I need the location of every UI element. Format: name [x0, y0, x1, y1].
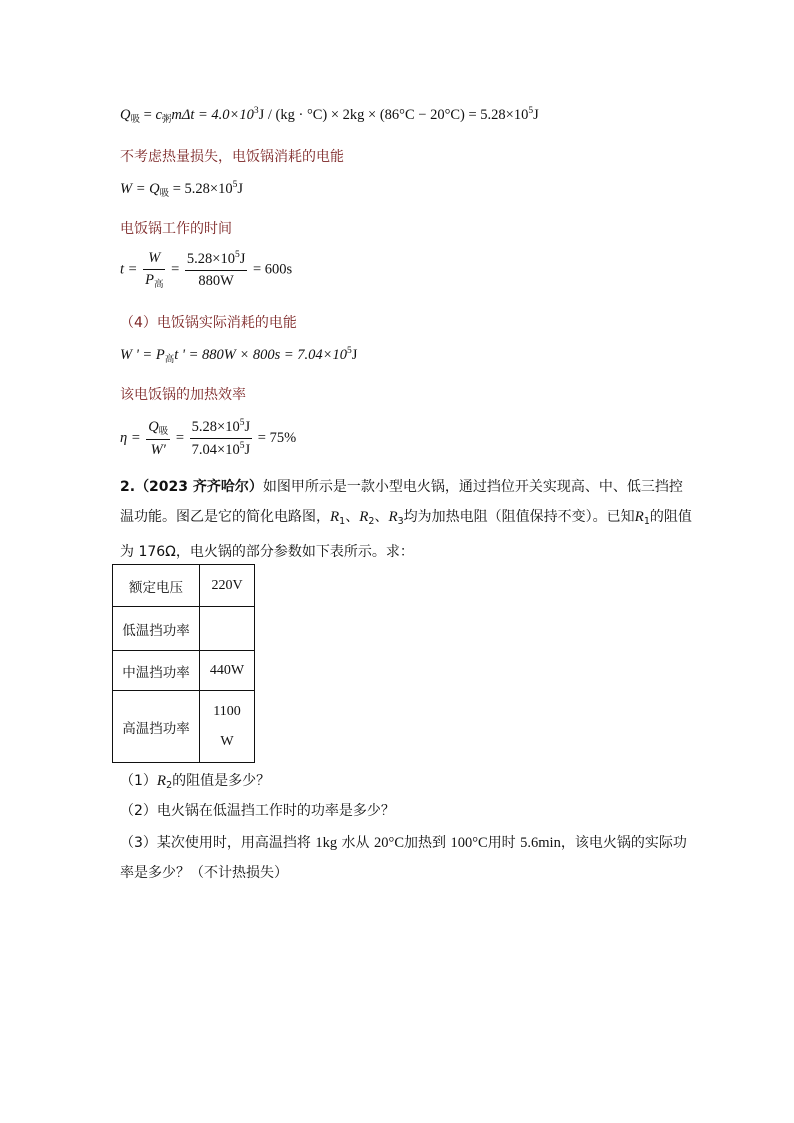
time-equation: t = $\frac{W}{P_高}$ = $\frac{5.28\times 10^5J}{880W}$ = 600s [120, 250, 293, 290]
subscript: 粥 [161, 115, 172, 125]
unit: J [533, 107, 539, 123]
question-text: 水从 [337, 835, 375, 851]
subscript: 高 [153, 280, 164, 290]
problem-text: 均为加热电阻（阻值保持不变）。已知 [403, 509, 635, 525]
fraction [143, 250, 165, 290]
r2-symbol: R [359, 509, 369, 525]
parameter-table [112, 564, 255, 763]
unit: J [239, 251, 246, 267]
equation-text: = 5.28×10 [172, 181, 233, 197]
fraction [146, 419, 170, 459]
separator: 、 [345, 509, 360, 525]
table-row [113, 607, 255, 651]
q-symbol: Q [120, 107, 131, 123]
question-3 [120, 828, 700, 888]
subscript: 3 [397, 516, 404, 527]
table-value-line: 1100 [213, 703, 241, 719]
fraction [185, 250, 247, 290]
question-text: 用时 [487, 835, 521, 851]
subscript: 2 [166, 780, 173, 791]
numerator [185, 250, 247, 271]
table-key: 中温挡功率 [113, 651, 200, 691]
equation-text: t ' = 880W × 800s = 7.04×10 [174, 347, 347, 363]
result: = 600s [252, 261, 293, 278]
exponent: 5 [239, 418, 245, 428]
subscript: 1 [339, 516, 346, 527]
equation-text: t = [120, 261, 138, 278]
exponent: 5 [346, 346, 352, 356]
fraction [190, 418, 252, 459]
temperature-value: 100°C [450, 835, 488, 851]
electric-energy-equation [120, 180, 243, 199]
equation-text: η = [120, 429, 141, 446]
subscript: 吸 [159, 189, 170, 199]
table-value: 220V [200, 565, 255, 607]
table-value: 440W [200, 651, 255, 691]
efficiency-equation: η = $\frac{Q_吸}{W'}$ = $\frac{5.28\times 10^5J}{7.04\times 10^5J}$ = 75% [120, 418, 297, 458]
table-value [200, 691, 255, 763]
problem-text: 如图甲所示是一款小型电火锅，通过挡位开关实现高、中、低三挡控温功能。图乙是它的简化电路图， [120, 479, 683, 525]
value: 5.28×10 [191, 419, 240, 435]
exponent: 5 [239, 441, 245, 451]
question-text: ，该电火锅的实际功率是多少？（不计热损失） [120, 835, 687, 881]
time-value: 5.6min [520, 835, 561, 851]
subscript: 吸 [158, 426, 169, 437]
equation-text: mΔt = 4.0×10 [171, 107, 254, 123]
r2-symbol: R [156, 773, 167, 789]
question-text: （3）某次使用时，用高温挡将 [120, 835, 316, 851]
equation-text: W ' = P [120, 347, 165, 363]
problem-statement [120, 472, 692, 567]
table-key: 低温挡功率 [113, 607, 200, 651]
problem-source: （2023 齐齐哈尔） [135, 479, 263, 495]
question-number: （1） [120, 773, 157, 789]
subscript: 2 [368, 516, 375, 527]
question-text: 的阻值是多少？ [172, 773, 271, 789]
separator: 、 [374, 509, 389, 525]
r1-symbol: R [634, 509, 644, 525]
problem-text: 的阻值为 176Ω，电火锅的部分参数如下表所示。求： [120, 509, 692, 560]
subscript: 吸 [130, 115, 140, 125]
table-row [113, 565, 255, 607]
unit: J [351, 347, 358, 363]
table-row [113, 651, 255, 691]
table-value-line: W [220, 733, 234, 749]
equation-text: W = Q [120, 181, 160, 197]
unit: J [237, 181, 243, 197]
temperature-value: 20°C [374, 835, 404, 851]
p-symbol: P [145, 272, 154, 288]
actual-energy-equation [120, 346, 357, 365]
subscript: 1 [643, 516, 650, 527]
c-symbol: c [155, 107, 162, 123]
subscript: 高 [164, 355, 175, 365]
table-key: 额定电压 [113, 565, 200, 607]
table-row [113, 691, 255, 763]
problem-number: 2. [120, 479, 136, 495]
question-2: （2）电火锅在低温挡工作时的功率是多少？ [120, 803, 395, 819]
exponent: 5 [234, 250, 240, 260]
step-label: 该电饭锅的加热效率 [120, 387, 246, 403]
value: 7.04×10 [191, 442, 240, 458]
step-label: 电饭锅工作的时间 [120, 221, 232, 237]
result: = 75% [257, 429, 297, 446]
equation-text: J / (kg · °C) × 2kg × (86°C − 20°C) = 5.28×10 [258, 107, 529, 123]
question-text: 加热到 [404, 835, 451, 851]
denominator: W′ [150, 441, 166, 458]
denominator [190, 439, 252, 459]
r1-symbol: R [330, 509, 340, 525]
table-key: 高温挡功率 [113, 691, 200, 763]
table-value [200, 607, 255, 651]
r3-symbol: R [388, 509, 398, 525]
unit: J [244, 442, 251, 458]
exponent: 3 [253, 106, 259, 116]
numerator: W [143, 250, 165, 270]
numerator [146, 419, 170, 440]
q-symbol: Q [148, 418, 159, 435]
value: 5.28×10 [186, 251, 235, 267]
unit: J [244, 419, 251, 435]
numerator [190, 418, 252, 439]
mass-value: 1kg [315, 835, 338, 851]
step-label: （4）电饭锅实际消耗的电能 [120, 315, 297, 331]
denominator: 880W [198, 273, 234, 289]
denominator [143, 270, 165, 290]
exponent: 5 [232, 180, 238, 190]
heat-absorbed-equation: $Q_吸 = c_粥m\Delta t = 4.0\times 10^3J / (kg \cdot ^\circ C) \times 2kg \times (86^\circ C - 20^\circ C) = 5.28\times 10^5J$ [120, 106, 539, 125]
exponent: 5 [528, 106, 534, 116]
step-label: 不考虑热量损失，电饭锅消耗的电能 [120, 149, 344, 165]
